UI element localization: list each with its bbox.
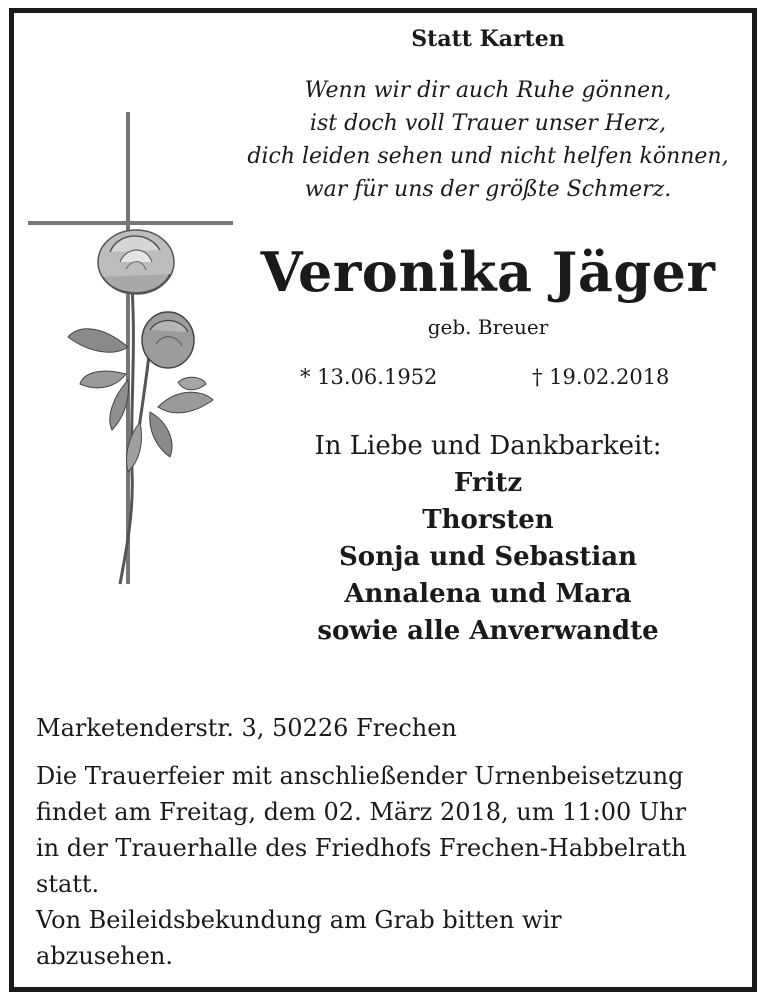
ceremony-line: findet am Freitag, dem 02. März 2018, um 11:00 Uhr <box>36 798 687 826</box>
mourner-name: Thorsten <box>422 505 554 535</box>
ceremony-line: abzusehen. <box>36 942 174 970</box>
maiden-name: geb. Breuer <box>427 315 549 339</box>
mourners-block <box>238 428 738 650</box>
birth-date: * 13.06.1952 <box>300 365 438 389</box>
family-address: Marketenderstr. 3, 50226 Frechen <box>36 714 457 742</box>
ceremony-line: Von Beileidsbekundung am Grab bitten wir <box>36 906 562 934</box>
mourner-name: Annalena und Mara <box>344 579 632 609</box>
ceremony-line: statt. <box>36 870 100 898</box>
deceased-name: Veronika Jäger <box>260 240 716 304</box>
poem-line: war für uns der größte Schmerz. <box>304 177 672 202</box>
ceremony-line: in der Trauerhalle des Friedhofs Frechen-Habbelrath <box>36 834 687 862</box>
memorial-poem <box>238 74 738 206</box>
poem-line: ist doch voll Trauer unser Herz, <box>309 111 667 136</box>
poem-line: Wenn wir dir auch Ruhe gönnen, <box>304 78 672 103</box>
mourners-intro: In Liebe und Dankbarkeit: <box>314 431 662 461</box>
mourner-name: Fritz <box>453 468 523 498</box>
cross-with-roses-icon <box>28 112 233 592</box>
ceremony-info <box>36 758 736 974</box>
mourner-name: Sonja und Sebastian <box>339 542 637 572</box>
poem-line: dich leiden sehen und nicht helfen können, <box>247 144 729 169</box>
ceremony-line: Die Trauerfeier mit anschließender Urnenbeisetzung <box>36 762 684 790</box>
notice-heading: Statt Karten <box>411 26 565 52</box>
death-date: † 19.02.2018 <box>532 365 670 389</box>
mourner-name: sowie alle Anverwandte <box>317 616 659 646</box>
